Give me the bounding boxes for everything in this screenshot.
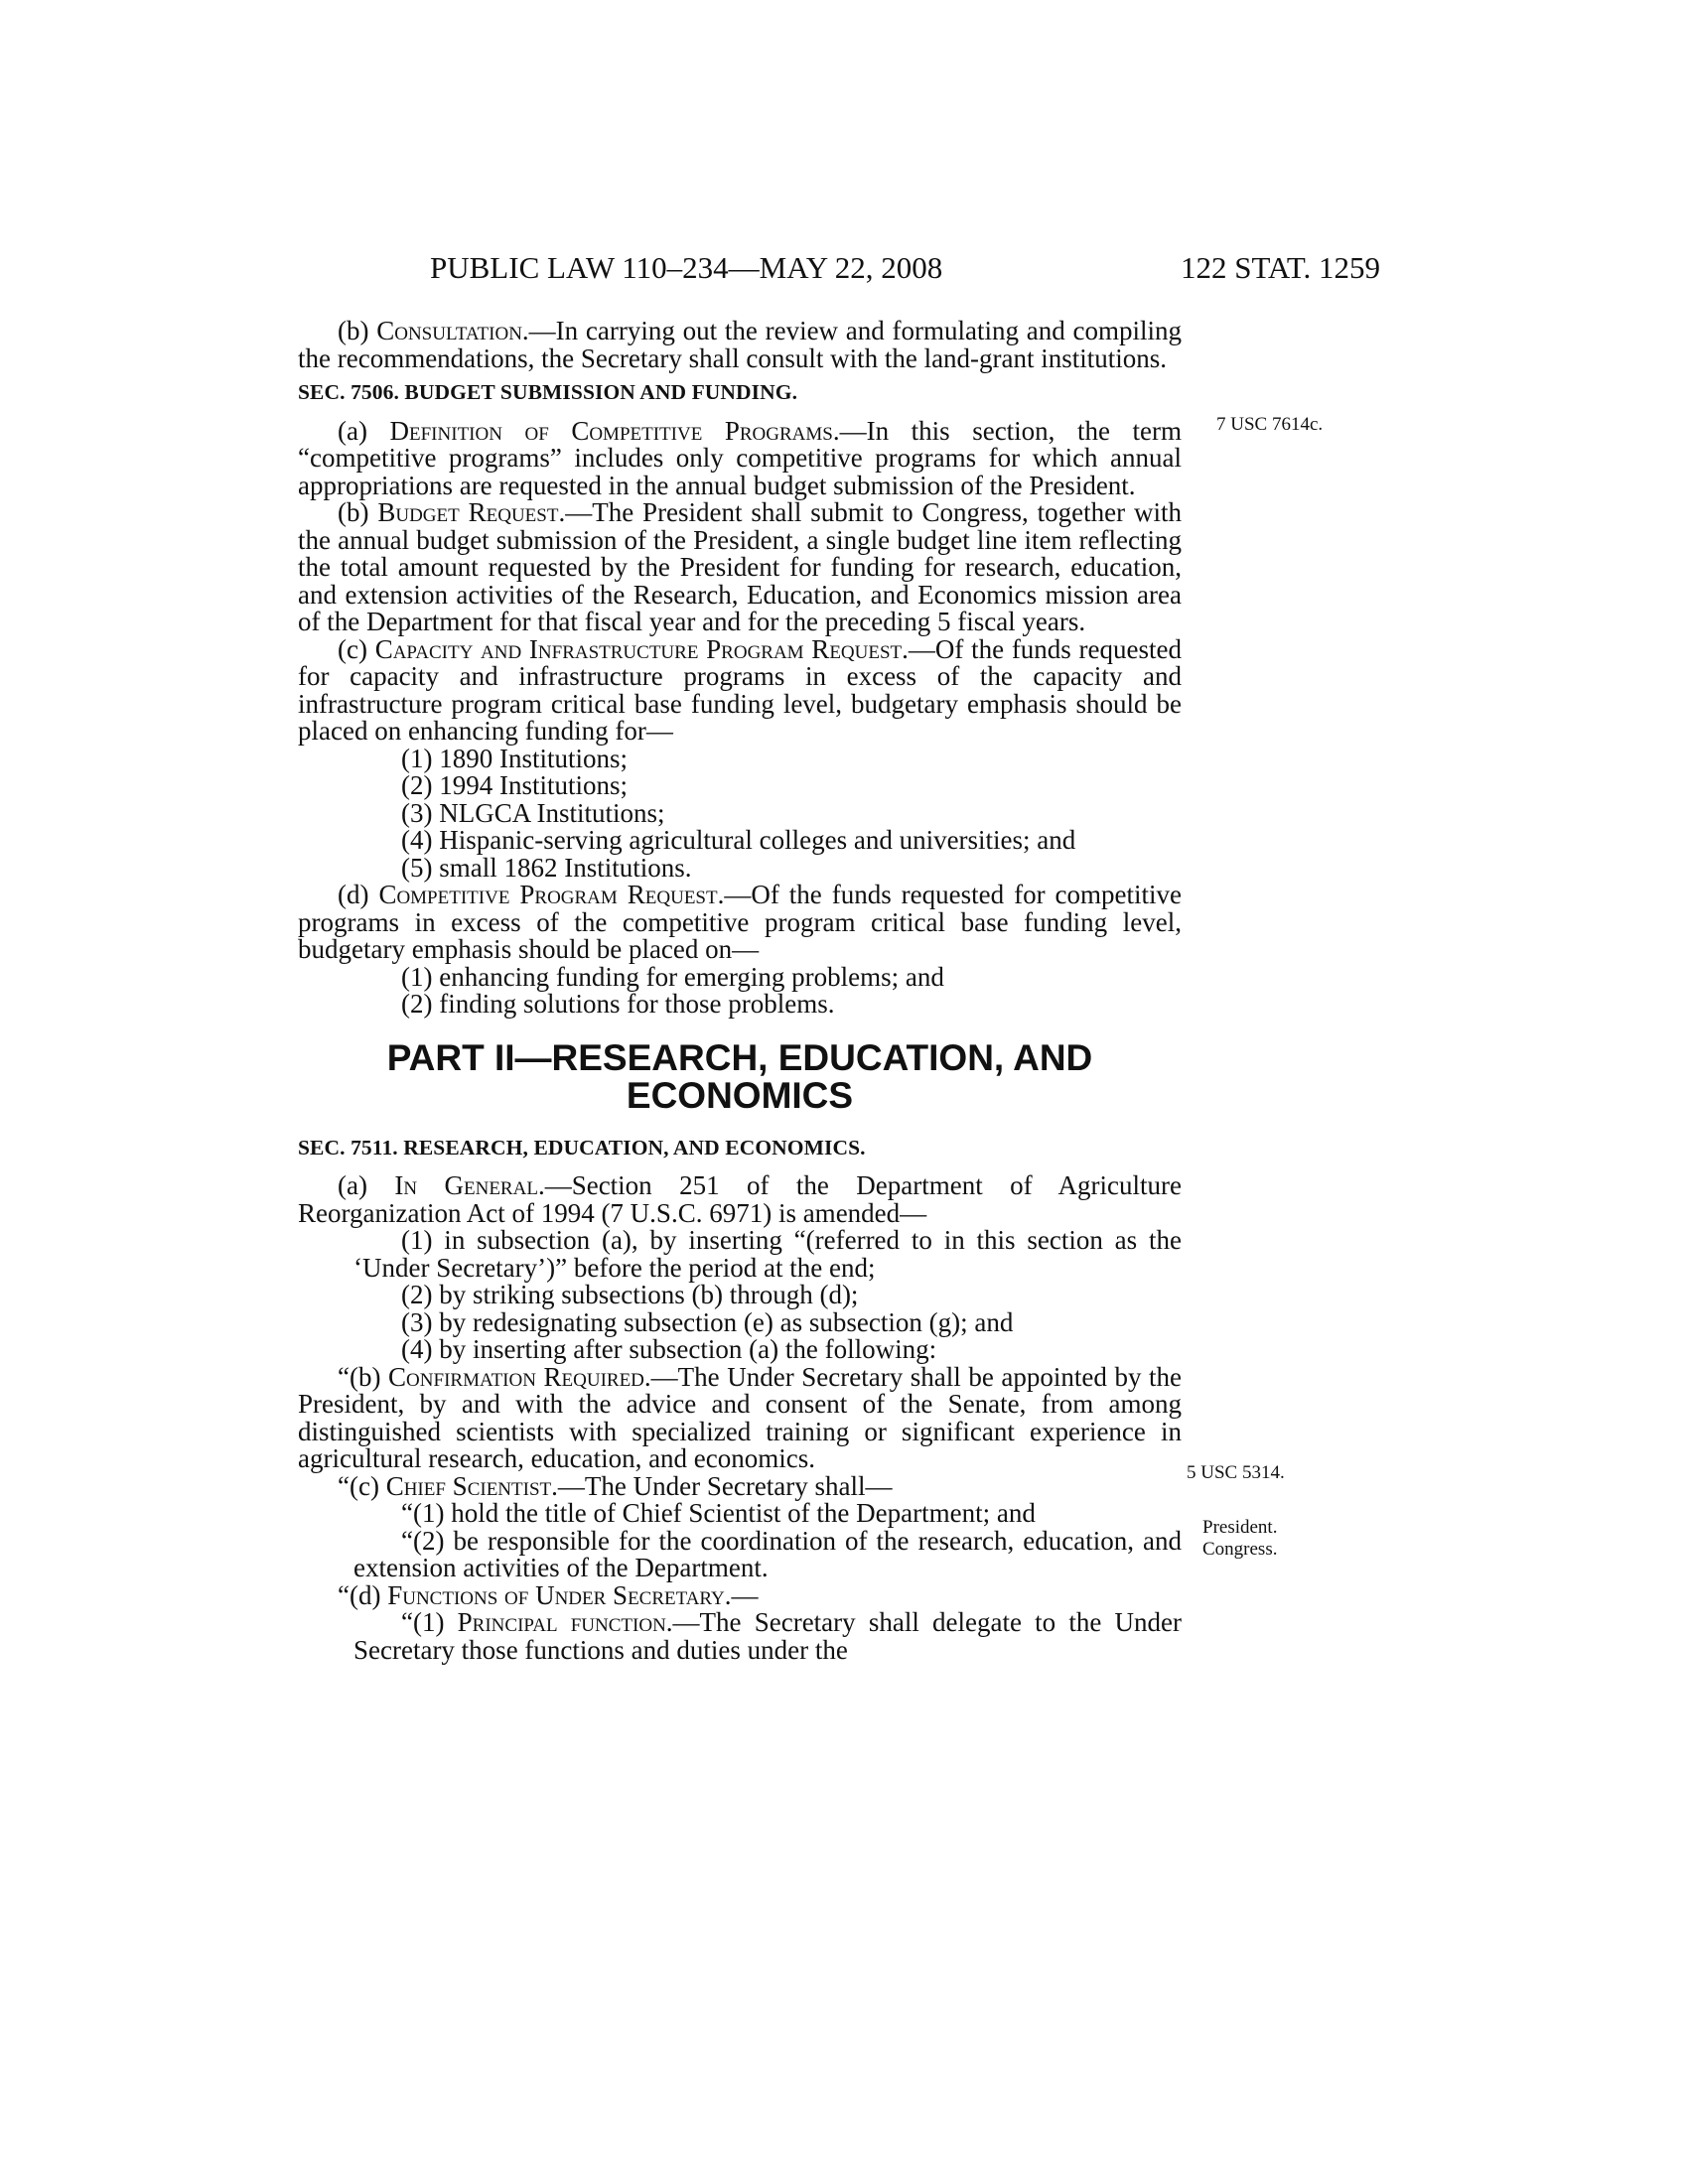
paragraph-heading: Budget Request — [377, 497, 559, 527]
paragraph-text: .—The Under Secretary shall— — [551, 1470, 893, 1501]
margin-note-congress: Congress. — [1202, 1539, 1278, 1560]
list-item: (5) small 1862 Institutions. — [401, 852, 692, 883]
paragraph-prefix: (c) — [338, 633, 375, 664]
running-header — [298, 248, 1380, 288]
paragraph-confirmation — [298, 1361, 1183, 1473]
paragraph-heading: Capacity and Infrastructure Program Request — [374, 633, 903, 664]
paragraph-principal-function — [298, 1609, 1182, 1664]
paragraph-heading: Consultation — [376, 316, 522, 345]
paragraph-heading: Principal function — [457, 1607, 666, 1637]
paragraph-competitive-request — [298, 882, 1182, 964]
section-heading-7506: SEC. 7506. BUDGET SUBMISSION AND FUNDING. — [298, 380, 798, 404]
paragraph-text: .—Of the funds requested for capacity and infrastructure programs in excess of the capacity and infrastructure program critical base funding level, budgetary emphasis should be placed on enhancing funding for— — [298, 633, 1182, 746]
header-stat-page: 122 STAT. 1259 — [1180, 250, 1380, 285]
list-item: (1) in subsection (a), by inserting “(referred to in this section as the ‘Under Secretary’)” before the period at the end; — [353, 1225, 1182, 1283]
document-body — [298, 318, 1182, 1664]
paragraph-heading: Confirmation Required — [388, 1361, 644, 1392]
paragraph-prefix: “(1) — [401, 1607, 458, 1637]
margin-note-president: President. — [1202, 1517, 1278, 1538]
paragraph-heading: Competitive Program Request — [378, 880, 718, 909]
margin-note-usc-5314: 5 USC 5314. — [1187, 1462, 1285, 1483]
paragraph-text: .—Of the funds requested for competitive programs in excess of the competitive program critical base funding level, budgetary emphasis should be placed on— — [298, 880, 1182, 964]
paragraph-text: .—The Under Secretary shall be appointed by the President, by and with the advice and consent of the Senate, from among distinguished scientists with specialized training or significant experience in agricultural research, education, and economics. — [298, 1361, 1183, 1473]
paragraph-capacity-request — [298, 633, 1182, 746]
list-item: (4) by inserting after subsection (a) the following: — [401, 1334, 937, 1364]
list-item: (3) by redesignating subsection (e) as subsection (g); and — [401, 1306, 1014, 1337]
part-heading-line: ECONOMICS — [626, 1074, 854, 1116]
paragraph-consultation — [298, 318, 1182, 372]
header-title: PUBLIC LAW 110–234—MAY 22, 2008 — [430, 250, 943, 285]
paragraph-text: .—In carrying out the review and formulating and compiling the recommendations, the Secretary shall consult with the land-grant institutions. — [298, 316, 1182, 373]
section-heading-7511: SEC. 7511. RESEARCH, EDUCATION, AND ECONOMICS. — [298, 1135, 866, 1160]
paragraph-prefix: (b) — [338, 497, 378, 527]
paragraph-budget-request — [298, 499, 1182, 636]
list-item: “(2) be responsible for the coordination of the research, education, and extension activities of the Department. — [353, 1525, 1182, 1582]
paragraph-prefix: (a) — [338, 1170, 395, 1200]
paragraph-prefix: “(c) — [338, 1470, 386, 1501]
paragraph-text: .—The President shall submit to Congress, together with the annual budget submission of the President, a single budget line item reflecting the total amount requested by the President for funding for research, education, and extension activities of the Research, Education, and Economics mission area of the Department for that fiscal year and for the preceding 5 fiscal years. — [298, 497, 1182, 636]
paragraph-text: .—The Secretary shall delegate to the Under Secretary those functions and duties under the — [353, 1607, 1182, 1665]
paragraph-prefix: (a) — [338, 415, 390, 446]
list-item: (2) by striking subsections (b) through (d); — [401, 1280, 859, 1309]
paragraph-functions — [298, 1579, 1182, 1610]
paragraph-heading: In General — [394, 1170, 538, 1200]
paragraph-heading: Chief Scientist — [385, 1470, 552, 1501]
margin-note-usc-7614c: 7 USC 7614c. — [1216, 414, 1324, 435]
list-item: (1) 1890 Institutions; — [401, 743, 628, 773]
paragraph-prefix: (d) — [338, 880, 379, 909]
part-heading — [298, 1036, 1182, 1116]
paragraph-in-general — [298, 1172, 1182, 1227]
paragraph-text: .— — [724, 1579, 759, 1610]
list-item: (1) enhancing funding for emerging problems; and — [401, 961, 944, 992]
paragraph-text: .—Section 251 of the Department of Agriculture Reorganization Act of 1994 (7 U.S.C. 6971) is amended— — [298, 1170, 1182, 1228]
list-item: “(1) hold the title of Chief Scientist of the Department; and — [401, 1498, 1036, 1528]
list-item: (3) NLGCA Institutions; — [401, 797, 665, 828]
paragraph-prefix: (b) — [338, 316, 377, 345]
part-heading-line: PART II—RESEARCH, EDUCATION, AND — [386, 1036, 1093, 1078]
paragraph-definition — [298, 415, 1182, 500]
paragraph-prefix: “(d) — [338, 1579, 388, 1610]
paragraph-heading: Functions of Under Secretary — [387, 1579, 725, 1610]
paragraph-heading: Definition of Competitive Programs — [389, 415, 833, 446]
paragraph-chief-scientist — [298, 1470, 1182, 1501]
paragraph-text: .—In this section, the term “competitive programs” includes only competitive programs for which annual appropriations are requested in the annual budget submission of the President. — [298, 415, 1182, 500]
list-item: (2) finding solutions for those problems. — [401, 989, 835, 1019]
list-item: (4) Hispanic-serving agricultural colleges and universities; and — [401, 825, 1076, 855]
list-item: (2) 1994 Institutions; — [401, 770, 628, 800]
paragraph-prefix: “(b) — [338, 1361, 389, 1392]
